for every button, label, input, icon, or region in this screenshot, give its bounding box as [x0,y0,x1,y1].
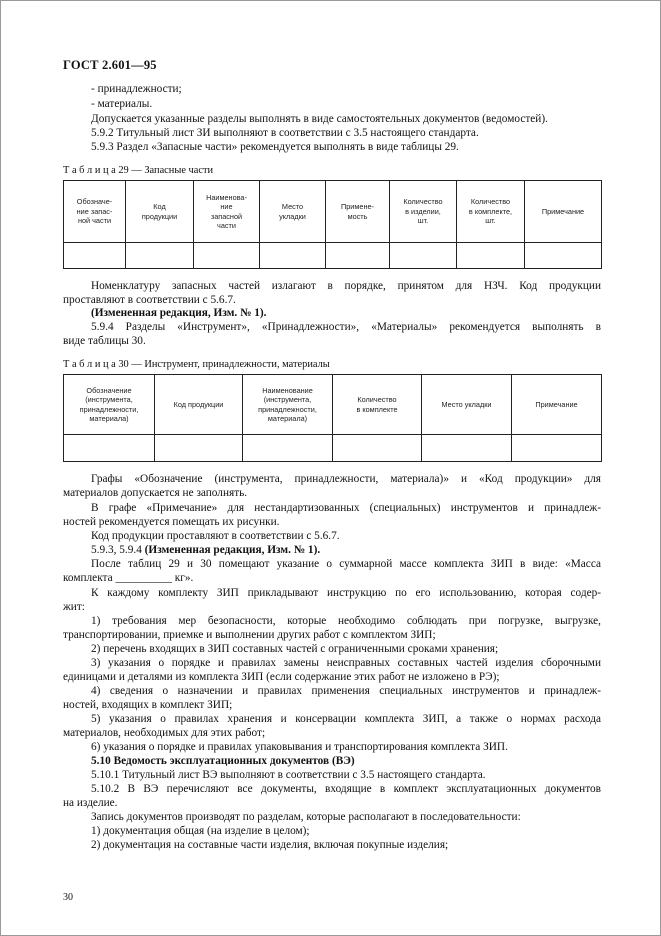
text-line: Номенклатуру запасных частей излагают в порядке, принятом для НЗЧ. Код продукции [91,280,601,292]
column-header: Код продукции [126,181,194,243]
table-row [64,435,602,462]
table-30 [63,374,602,462]
text-line: единицами и деталями из комплекта ЗИП (если содержание этих работ не изложено в РЭ); [63,671,500,683]
column-header: Место укладки [260,181,326,243]
table-cell [126,243,194,269]
table-cell [390,243,457,269]
table-header-row [64,375,602,435]
list-item: 3) указания о порядке и правилах замены неисправных составных частей изделия сборочными [91,657,601,669]
table-30-caption: Т а б л и ц а 30 — Инструмент, принадлежности, материалы [63,359,330,370]
text-line: 5.9.2 Титульный лист ЗИ выполняют в соответствии с 3.5 настоящего стандарта. [91,127,479,139]
column-header: Наименование (инструмента, принадлежности, материала) [243,375,333,435]
table-cell [326,243,390,269]
text-line: К каждому комплекту ЗИП прикладывают инструкцию по его использованию, которая содер- [91,587,601,599]
table-cell [512,435,602,462]
table-cell [194,243,260,269]
text-line: проставляют в соответствии с 5.6.7. [63,294,236,306]
text-line: материалов допускается не заполнять. [63,487,248,499]
document-title: ГОСТ 2.601—95 [63,58,157,72]
list-item: 6) указания о порядке и правилах упаковывания и транспортирования комплекта ЗИП. [91,741,508,753]
column-header: Количество в комплекте [333,375,422,435]
text-line: 5.10.2 В ВЭ перечисляют все документы, входящие в комплект эксплуатационных документов [91,783,601,795]
table-cell [64,243,126,269]
text-line: - принадлежности; [91,83,182,95]
column-header: Наименова- ние запасной части [194,181,260,243]
text-line: В графе «Примечание» для нестандартизованных (специальных) инструментов и принадлеж- [91,502,601,514]
text-line: 5.9.4 Разделы «Инструмент», «Принадлежности», «Материалы» рекомендуется выполнять в [91,321,601,333]
column-header: Место укладки [422,375,512,435]
table-cell [64,435,155,462]
text-line: виде таблицы 30. [63,335,146,347]
list-item: 5) указания о правилах хранения и консервации комплекта ЗИП, а также о нормах расхода [91,713,601,725]
text-line: транспортировании, приемке и выполнении других работ с комплектом ЗИП; [63,629,436,641]
list-item: 2) документация на составные части изделия, включая покупные изделия; [91,839,449,851]
text-line: ностей рекомендуется помещать их рисунки. [63,516,280,528]
table-cell [422,435,512,462]
text-line: После таблиц 29 и 30 помещают указание о суммарной массе комплекта ЗИП в виде: «Масса [91,558,601,570]
table-cell [155,435,243,462]
column-header: Примечание [525,181,602,243]
text-line: 5.9.3 Раздел «Запасные части» рекомендуется выполнять в виде таблицы 29. [91,141,459,153]
table-cell [243,435,333,462]
column-header: Количество в комплекте, шт. [457,181,525,243]
amendment-note: 5.9.3, 5.9.4 (Измененная редакция, Изм. № 1). [91,544,321,556]
column-header: Количество в изделии, шт. [390,181,457,243]
amendment-note: (Измененная редакция, Изм. № 1). [91,307,267,319]
column-header: Обозначе- ние запас- ной части [64,181,126,243]
list-item: 1) документация общая (на изделие в целом); [91,825,310,837]
table-cell [333,435,422,462]
section-heading: 5.10 Ведомость эксплуатационных документов (ВЭ) [91,755,355,767]
text-line: жит: [63,601,85,613]
text-line: Графы «Обозначение (инструмента, принадлежности, материала)» и «Код продукции» для [91,473,601,485]
text-line: 5.10.1 Титульный лист ВЭ выполняют в соответствии с 3.5 настоящего стандарта. [91,769,486,781]
table-cell [260,243,326,269]
text-line: материалов, необходимых для этих работ; [63,727,266,739]
text-line: комплекта __________ кг». [63,572,194,584]
text-line: Запись документов производят по разделам, которые располагают в последовательности: [91,811,521,823]
table-29 [63,180,602,269]
text-line: Допускается указанные разделы выполнять в виде самостоятельных документов (ведомостей). [91,113,548,125]
table-cell [525,243,602,269]
list-item: 1) требования мер безопасности, которые необходимо соблюдать при погрузке, выгрузке, [91,615,601,627]
table-row [64,243,602,269]
list-item: 4) сведения о назначении и правилах применения специальных инструментов и принадлеж- [91,685,601,697]
column-header: Примечание [512,375,602,435]
text-line: ностей, входящих в комплект ЗИП; [63,699,233,711]
column-header: Обозначение (инструмента, принадлежности, материала) [64,375,155,435]
list-item: 2) перечень входящих в ЗИП составных частей с ограниченными сроками хранения; [91,643,499,655]
page-number: 30 [63,892,73,903]
text-line: Код продукции проставляют в соответствии с 5.6.7. [91,530,340,542]
text-line: - материалы. [91,98,153,110]
table-29-caption: Т а б л и ц а 29 — Запасные части [63,165,214,176]
text-line: на изделие. [63,797,118,809]
column-header: Код продукции [155,375,243,435]
table-header-row [64,181,602,243]
table-cell [457,243,525,269]
column-header: Примене- мость [326,181,390,243]
